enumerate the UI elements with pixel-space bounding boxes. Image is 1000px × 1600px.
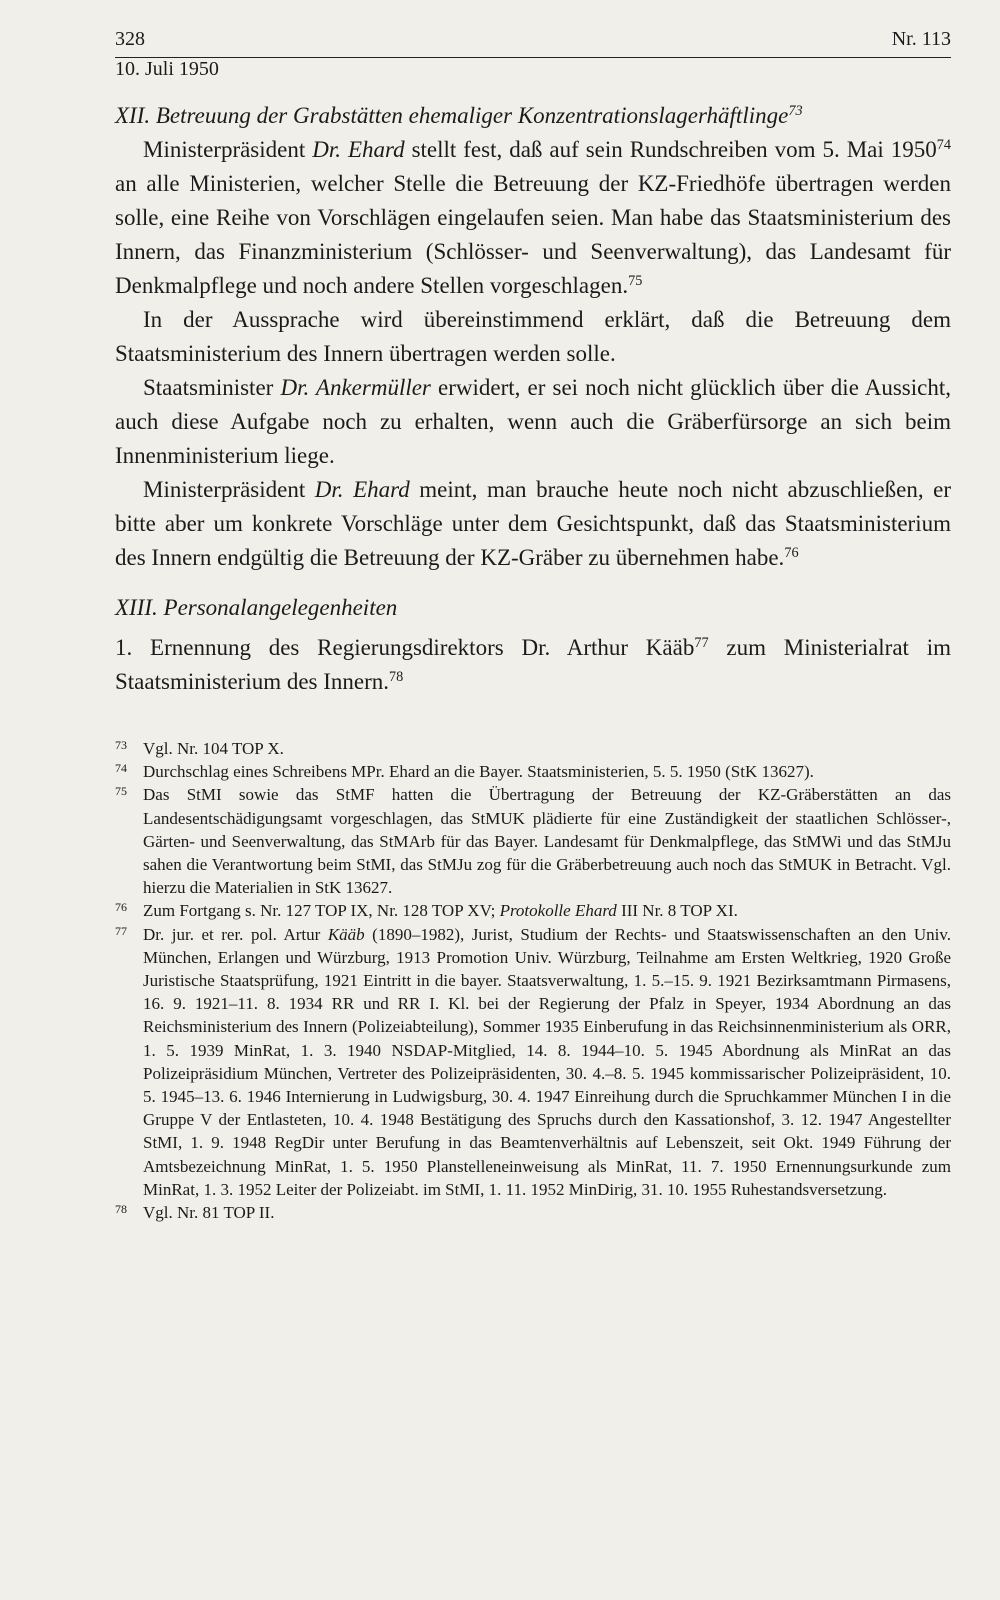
footnote: 76 Zum Fortgang s. Nr. 127 TOP IX, Nr. 128 TOP XV; Protokolle Ehard III Nr. 8 TOP XI. [115, 900, 738, 921]
footnote: 75 Das StMI sowie das StMF hatten die Übertragung der Betreuung der KZ-Gräberstätten an das Landesentschädigungsamt vorgeschlagen, das StMUK plädierte für eine Zuständigkeit der staatlichen Schlösser-, Gärten- und Seenverwaltung, das StMArb für das Bayer. Landesamt für Denkmalpflege, das StMWi und das StMJu sahen die Verantwortung beim StMI, das StMJu zog für die Gräberbetreuung auch noch das StMUK in Betracht. Vgl. hierzu die Materialien in StK 13627. [115, 784, 951, 898]
document-page [115, 28, 951, 1224]
footnote: 74 Durchschlag eines Schreibens MPr. Ehard an die Bayer. Staatsministerien, 5. 5. 1950 (StK 13627). [115, 761, 814, 782]
footnotes [115, 737, 951, 1224]
footnote-ref: 78 [389, 669, 404, 686]
main-text [115, 99, 951, 699]
footnote-ref: 74 [936, 137, 951, 154]
header-date: 10. Juli 1950 [115, 58, 219, 80]
footnote-ref: 76 [784, 545, 799, 562]
footnote: 73 Vgl. Nr. 104 TOP X. [115, 738, 284, 758]
footnote: 77 Dr. jur. et rer. pol. Artur Kääb (1890–1982), Jurist, Studium der Rechts- und Staatswissenschaften an den Univ. München, Erlangen und Würzburg, 1913 Promotion Univ. Würzburg, Teilnahme am Ersten Weltkrieg, 1920 Große Juristische Staatsprüfung, 1921 Eintritt in die bayer. Staatsverwaltung, 1. 5.–15. 9. 1921 Bezirksamtmann Pirmasens, 16. 9. 1921–11. 8. 1934 RR und RR I. Kl. bei der Regierung der Pfalz in Speyer, 1934 Abordnung an das Reichsministerium des Innern (Polizeiabteilung), Sommer 1935 Einberufung in das Reichsinnenministerium als ORR, 1. 5. 1939 MinRat, 1. 3. 1940 NSDAP-Mitglied, 14. 8. 1944–10. 5. 1945 Abordnung als MinRat an das Polizeipräsidium München, Vertreter des Polizeipräsidenten, 30. 4.–8. 5. 1945 kommissarischer Polizeipräsident, 10. 5. 1945–13. 6. 1946 Internierung in Ludwigsburg, 30. 4. 1947 Einreihung durch die Spruchkammer München I in die Gruppe V der Entlasteten, 10. 4. 1948 Bestätigung des Spruchs durch den Kassationshof, 3. 12. 1947 Angestellter StMI, 1. 9. 1948 RegDir unter Berufung in das Beamtenverhältnis auf Lebenszeit, seit Okt. 1949 Führung der Amtsbezeichnung MinRat, 1. 5. 1950 Planstelleneinweisung als MinRat, 11. 7. 1950 Ernennungsurkunde zum MinRat, 1. 3. 1952 Leiter der Polizeiabt. im StMI, 1. 11. 1952 MinDirig, 31. 10. 1955 Ruhestandsversetzung. [115, 923, 951, 1199]
paragraph: In der Aussprache wird übereinstimmend erklärt, daß die Betreuung dem Staatsministerium des Innern übertragen werden solle. [115, 307, 951, 366]
page-number: 328 [115, 28, 145, 50]
running-header [115, 28, 951, 81]
paragraph: Ministerpräsident Dr. Ehard meint, man brauche heute noch nicht abzuschließen, er bitte aber um konkrete Vorschläge unter dem Gesichtspunkt, daß das Staatsministerium des Innern endgültig die Betreuung der KZ-Gräber zu übernehmen habe.$^{76}$ [115, 477, 951, 570]
paragraph: Staatsminister Dr. Ankermüller erwidert, er sei noch nicht glücklich über die Aussicht, auch diese Aufgabe noch zu erhalten, wenn auch die Gräberfürsorge an sich beim Innenministerium liege. [115, 375, 952, 468]
list-item: 1. Ernennung des Regierungsdirektors Dr. Arthur Kääb$^{77}$ zum Ministerialrat im Staatsministerium des Innern.$^{78}$ [115, 635, 951, 694]
paragraph: Ministerpräsident Dr. Ehard stellt fest, daß auf sein Rundschreiben vom 5. Mai 1950$^{74}$ an alle Ministerien, welcher Stelle die Betreuung der KZ-Friedhöfe übertragen werden solle, eine Reihe von Vorschlägen eingelaufen seien. Man habe das Staatsministerium des Innern, das Finanzministerium (Schlösser- und Seenverwaltung), das Landesamt für Denkmalpflege und noch andere Stellen vorgeschlagen.$^{75}$ [115, 137, 951, 298]
section-heading-xiii: XIII. Personalangelegenheiten [115, 595, 398, 620]
section-heading-xii: XII. Betreuung der Grabstätten ehemaliger Konzentrationslagerhäftlinge$^{73}$ [115, 103, 803, 128]
footnote: 78 Vgl. Nr. 81 TOP II. [115, 1202, 275, 1223]
document-number: Nr. 113 [891, 28, 951, 50]
footnote-ref: 75 [628, 273, 643, 290]
footnote-ref: 77 [694, 635, 709, 652]
footnote-ref: 73 [788, 103, 803, 120]
